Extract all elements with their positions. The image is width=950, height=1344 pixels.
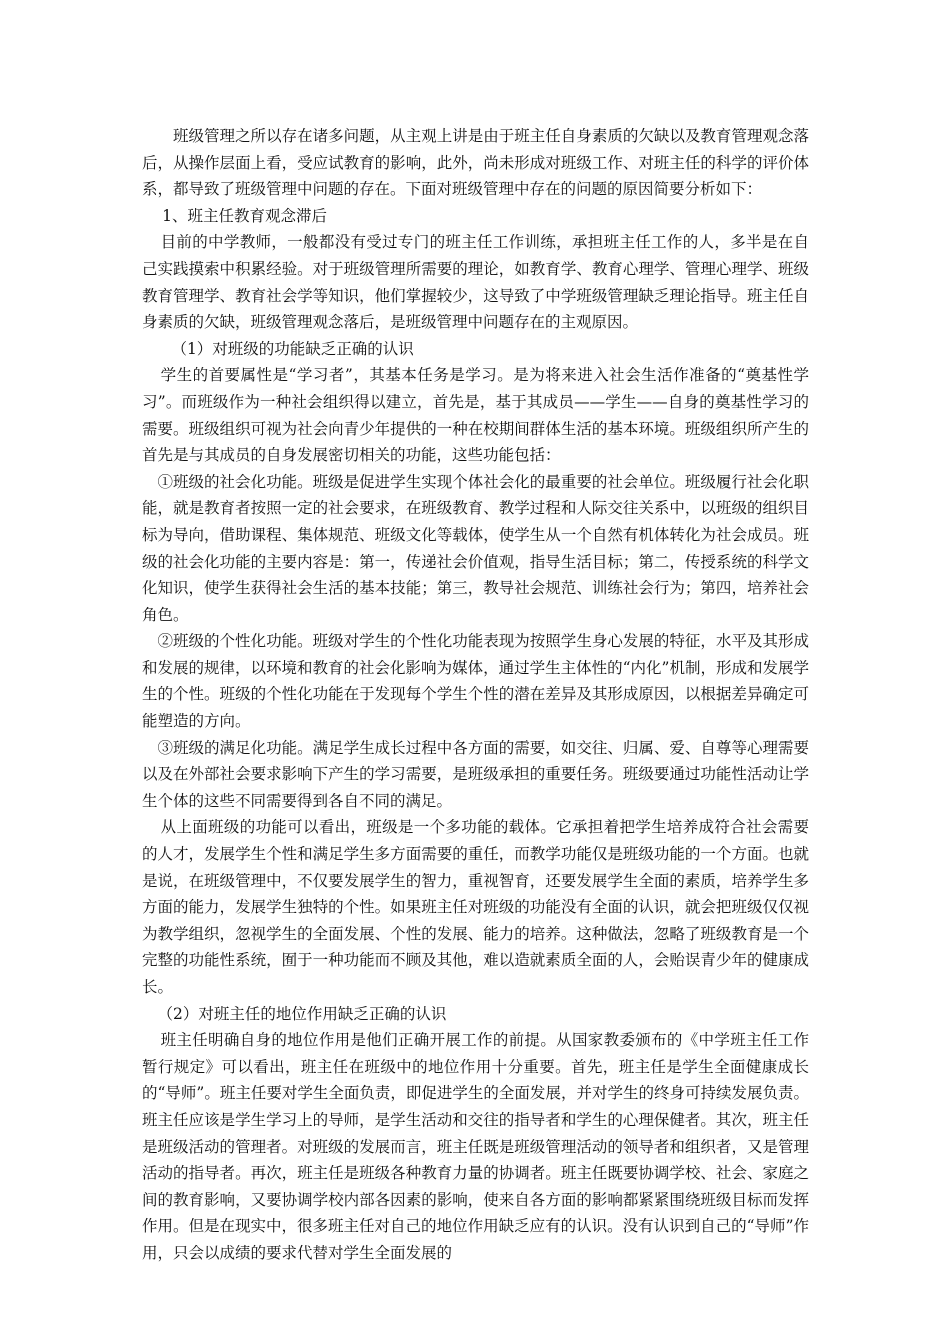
function-satisfaction-paragraph: ③班级的满足化功能。满足学生成长过程中各方面的需要，如交往、归属、爱、自尊等心理需要以及在外部社会要求影响下产生的学习需要，是班级承担的重要任务。班级要通过功能性活动让学生个体的这些不同需要得到各自不同的满足。 — [142, 738, 809, 810]
section1-paragraph: 目前的中学教师，一般都没有受过专门的班主任工作训练，承担班主任工作的人，多半是在自己实践摸索中积累经验。对于班级管理所需要的理论，如教育学、教育心理学、管理心理学、班级教育管理学、教育社会学等知识，他们掌握较少，这导致了中学班级管理缺乏理论指导。班主任自身素质的欠缺，班级管理观念落后，是班级管理中问题存在的主观原因。 — [142, 233, 809, 332]
subsection-heading-1: （1）对班级的功能缺乏正确的认识 — [171, 339, 414, 358]
function-socialization-paragraph: ①班级的社会化功能。班级是促进学生实现个体社会化的最重要的社会单位。班级履行社会化职能，就是教育者按照一定的社会要求，在班级教育、教学过程和人际交往关系中，以班级的组织目标为导向，借助课程、集体规范、班级文化等载体，使学生从一个自然有机体转化为社会成员。班级的社会化功能的主要内容是：第一，传递社会价值观，指导生活目标；第二，传授系统的科学文化知识，使学生获得社会生活的基本技能；第三，教导社会规范、训练社会行为；第四，培养社会角色。 — [142, 472, 809, 624]
subsection-heading-2: （2）对班主任的地位作用缺乏正确的认识 — [157, 1004, 447, 1023]
intro-paragraph: 班级管理之所以存在诸多问题，从主观上讲是由于班主任自身素质的欠缺以及教育管理观念落后，从操作层面上看，受应试教育的影响，此外，尚未形成对班级工作、对班主任的科学的评价体系，都导致了班级管理中问题的存在。下面对班级管理中存在的问题的原因简要分析如下： — [142, 127, 809, 199]
document-page — [142, 123, 809, 1267]
function-individualization-paragraph: ②班级的个性化功能。班级对学生的个性化功能表现为按照学生身心发展的特征，水平及其形成和发展的规律，以环境和教育的社会化影响为媒体，通过学生主体性的“内化”机制，形成和发展学生的个性。班级的个性化功能在于发现每个学生个性的潜在差异及其形成原因，以根据差异确定可能塑造的方向。 — [142, 632, 809, 731]
subsection1-paragraph: 学生的首要属性是“学习者”，其基本任务是学习。是为将来进入社会生活作准备的“奠基性学习”。而班级作为一种社会组织得以建立，首先是，基于其成员——学生——自身的奠基性学习的需要。班级组织可视为社会向青少年提供的一种在校期间群体生活的基本环境。班级组织所产生的首先是与其成员的自身发展密切相关的功能，这些功能包括： — [142, 366, 809, 465]
subsection1-summary-paragraph: 从上面班级的功能可以看出，班级是一个多功能的载体。它承担着把学生培养成符合社会需要的人才，发展学生个性和满足学生多方面需要的重任，而教学功能仅是班级功能的一个方面。也就是说，在班级管理中，不仅要发展学生的智力，重视智育，还要发展学生全面的素质，培养学生多方面的能力，发展学生独特的个性。如果班主任对班级的功能没有全面的认识，就会把班级仅仅视为教学组织，忽视学生的全面发展、个性的发展、能力的培养。这种做法，忽略了班级教育是一个完整的功能性系统，囿于一种功能而不顾及其他，难以造就素质全面的人，会贻误青少年的健康成长。 — [142, 818, 809, 996]
section-heading-1: 1、班主任教育观念滞后 — [162, 206, 328, 225]
subsection2-paragraph: 班主任明确自身的地位作用是他们正确开展工作的前提。从国家教委颁布的《中学班主任工作暂行规定》可以看出，班主任在班级中的地位作用十分重要。首先，班主任是学生全面健康成长的“导师”。班主任要对学生全面负责，即促进学生的全面发展，并对学生的终身可持续发展负责。班主任应该是学生学习上的导师，是学生活动和交往的指导者和学生的心理保健者。其次，班主任是班级活动的管理者。对班级的发展而言，班主任既是班级管理活动的领导者和组织者，又是管理活动的指导者。再次，班主任是班级各种教育力量的协调者。班主任既要协调学校、社会、家庭之间的教育影响，又要协调学校内部各因素的影响，使来自各方面的影响都紧紧围绕班级目标而发挥作用。但是在现实中，很多班主任对自己的地位作用缺乏应有的认识。没有认识到自己的“导师”作用，只会以成绩的要求代替对学生全面发展的 — [142, 1031, 809, 1262]
